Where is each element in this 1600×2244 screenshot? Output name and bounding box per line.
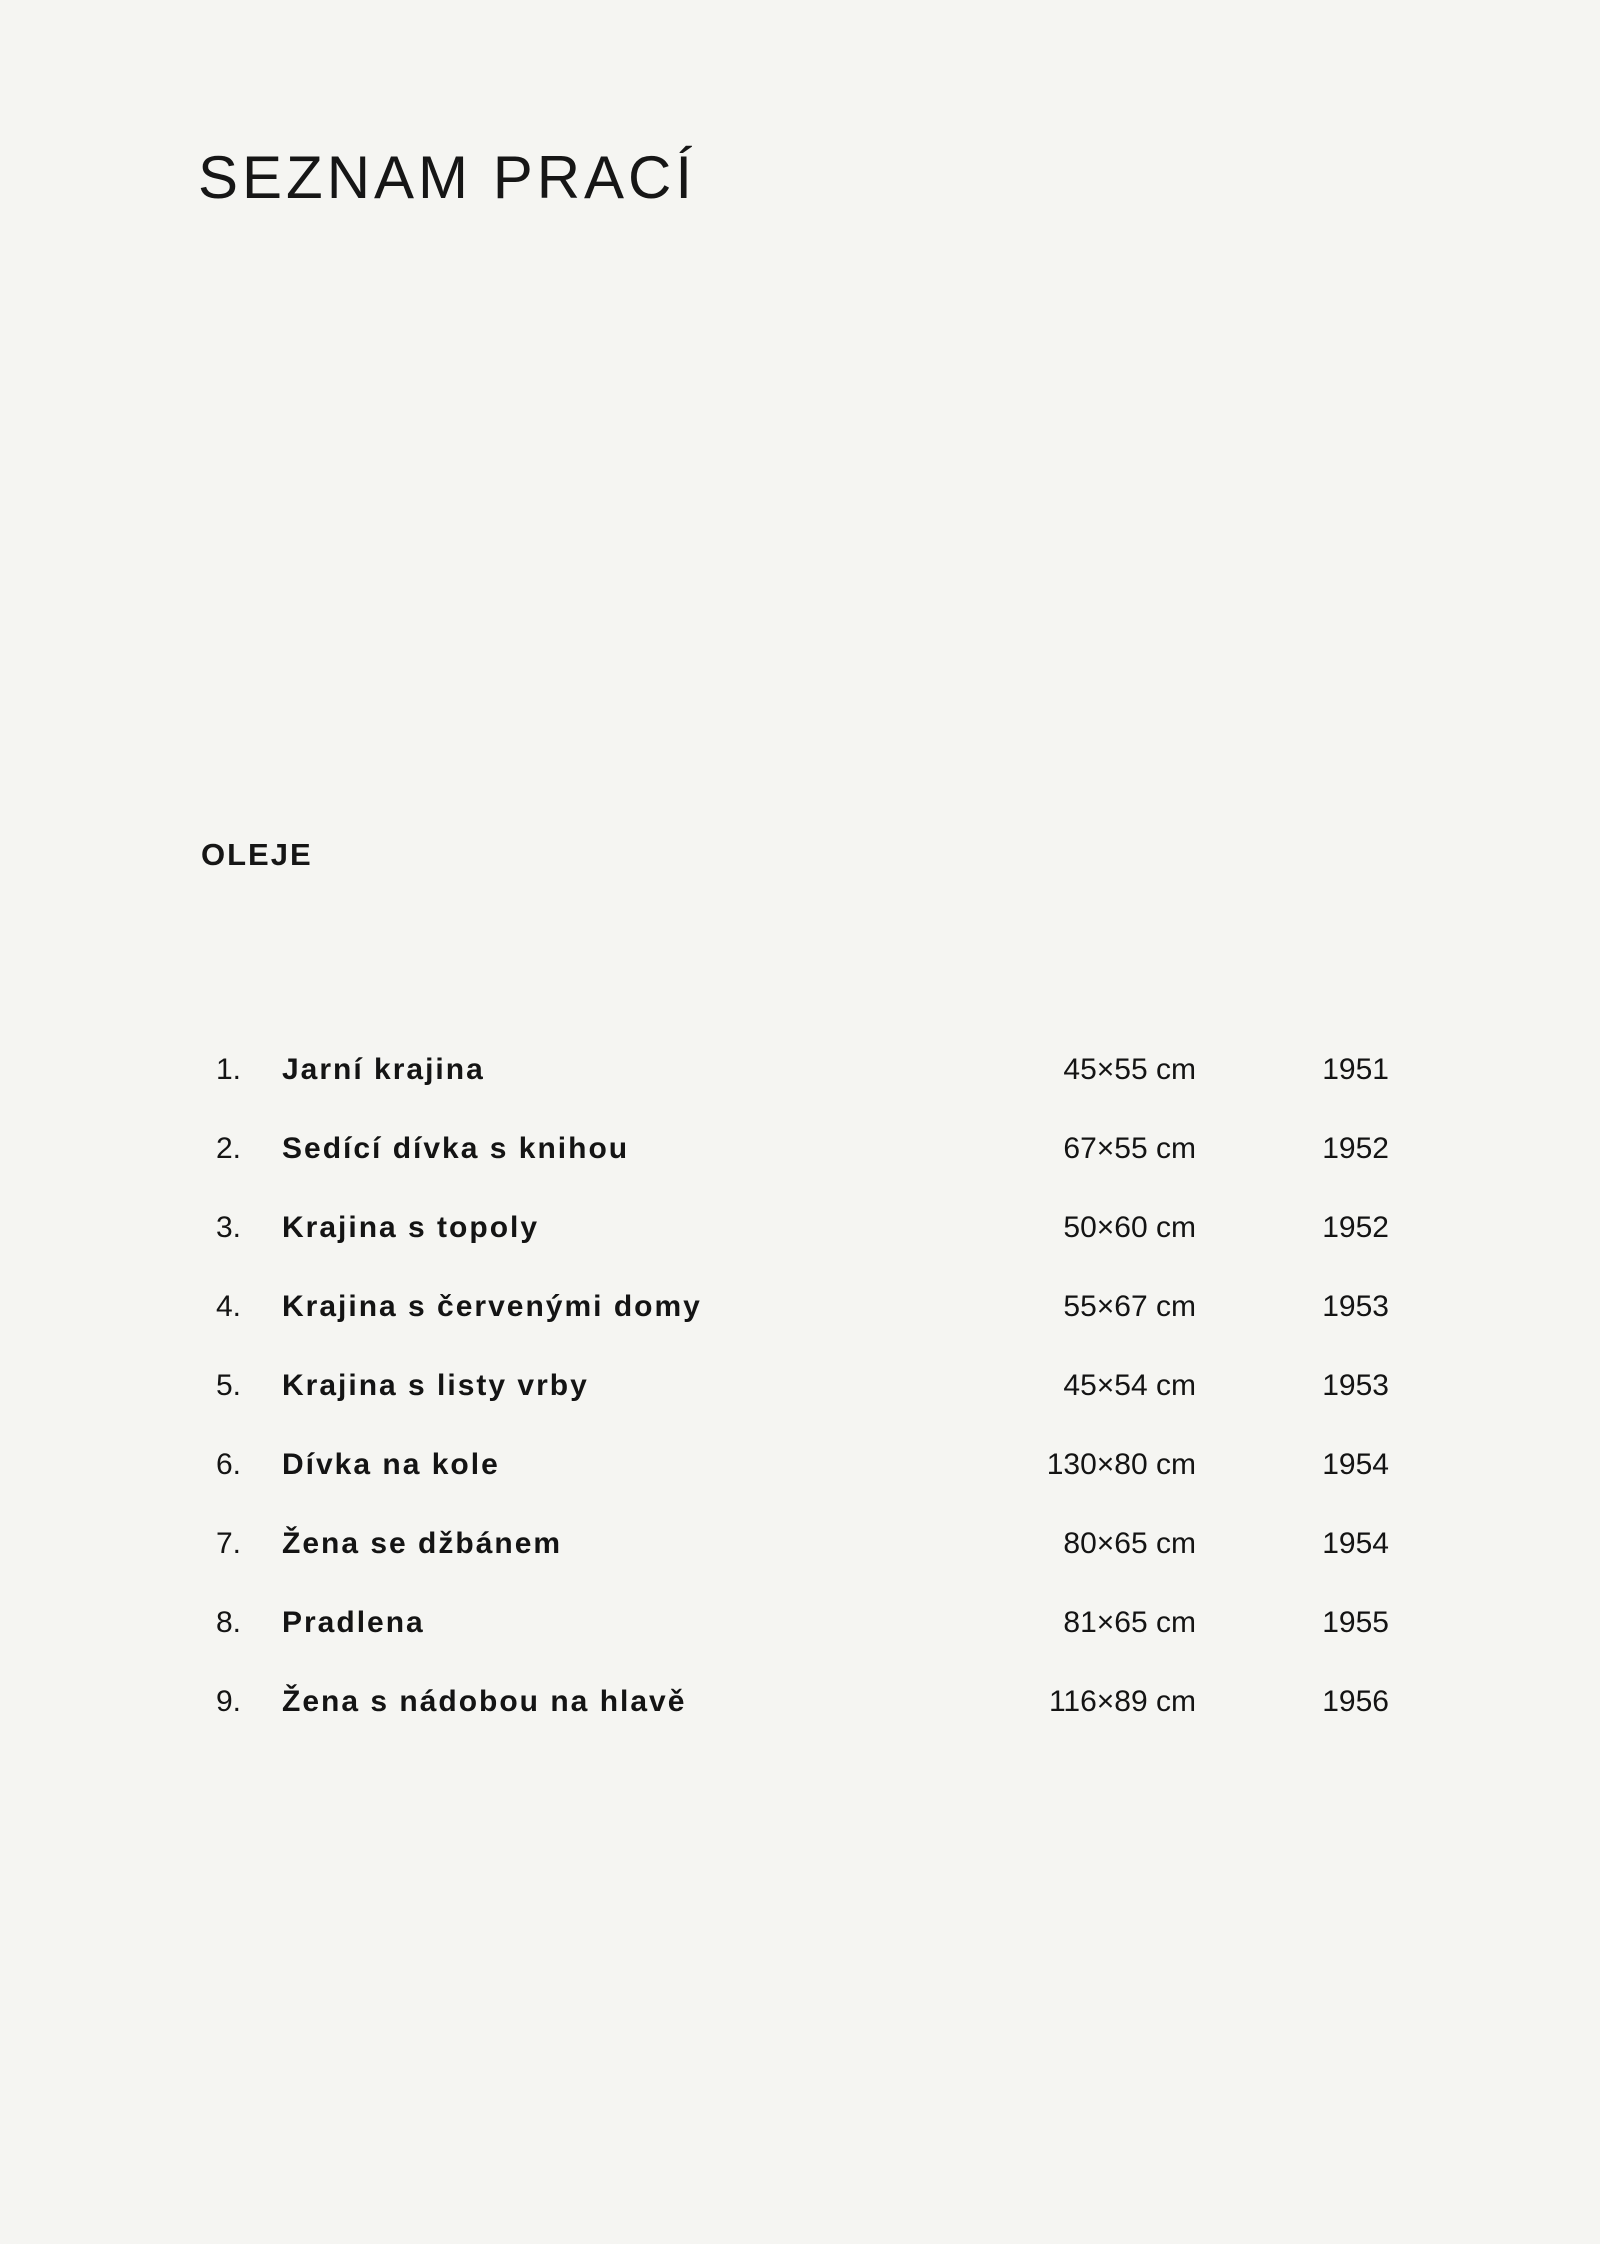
work-number: 4. <box>216 1290 242 1323</box>
list-item <box>0 1048 1600 1127</box>
work-title: Žena se džbánem <box>282 1527 563 1560</box>
work-number: 7. <box>216 1527 242 1560</box>
work-number: 1. <box>216 1053 242 1086</box>
list-item <box>0 1680 1600 1759</box>
work-dimensions: 116×89 cm <box>1048 1685 1196 1718</box>
work-title: Krajina s listy vrby <box>282 1369 589 1402</box>
list-item <box>0 1127 1600 1206</box>
work-year: 1954 <box>1322 1448 1389 1481</box>
work-dimensions: 50×60 cm <box>1063 1211 1196 1244</box>
work-year: 1952 <box>1322 1132 1389 1165</box>
page-title: SEZNAM PRACÍ <box>198 144 697 211</box>
work-dimensions: 55×67 cm <box>1063 1290 1196 1323</box>
work-title: Krajina s červenými domy <box>282 1290 702 1323</box>
work-year: 1956 <box>1322 1685 1389 1718</box>
list-item <box>0 1206 1600 1285</box>
list-item <box>0 1364 1600 1443</box>
work-year: 1951 <box>1322 1053 1389 1086</box>
work-year: 1953 <box>1322 1369 1389 1402</box>
work-year: 1952 <box>1322 1211 1389 1244</box>
work-number: 5. <box>216 1369 242 1402</box>
list-item <box>0 1285 1600 1364</box>
work-title: Dívka na kole <box>282 1448 500 1481</box>
work-number: 6. <box>216 1448 242 1481</box>
work-dimensions: 81×65 cm <box>1063 1606 1196 1639</box>
work-year: 1955 <box>1322 1606 1389 1639</box>
work-title: Žena s nádobou na hlavě <box>282 1685 687 1718</box>
work-title: Pradlena <box>282 1606 425 1639</box>
work-title: Krajina s topoly <box>282 1211 540 1244</box>
list-item <box>0 1443 1600 1522</box>
list-item <box>0 1522 1600 1601</box>
work-title: Jarní krajina <box>282 1053 485 1086</box>
work-number: 3. <box>216 1211 242 1244</box>
works-list <box>0 1048 1600 1759</box>
work-title: Sedící dívka s knihou <box>282 1132 630 1165</box>
work-dimensions: 80×65 cm <box>1063 1527 1196 1560</box>
work-year: 1953 <box>1322 1290 1389 1323</box>
work-number: 2. <box>216 1132 242 1165</box>
section-heading: OLEJE <box>201 837 313 872</box>
work-number: 8. <box>216 1606 242 1639</box>
work-year: 1954 <box>1322 1527 1389 1560</box>
list-item <box>0 1601 1600 1680</box>
work-dimensions: 45×54 cm <box>1063 1369 1196 1402</box>
work-number: 9. <box>216 1685 242 1718</box>
work-dimensions: 130×80 cm <box>1046 1448 1196 1481</box>
work-dimensions: 67×55 cm <box>1063 1132 1196 1165</box>
work-dimensions: 45×55 cm <box>1063 1053 1196 1086</box>
